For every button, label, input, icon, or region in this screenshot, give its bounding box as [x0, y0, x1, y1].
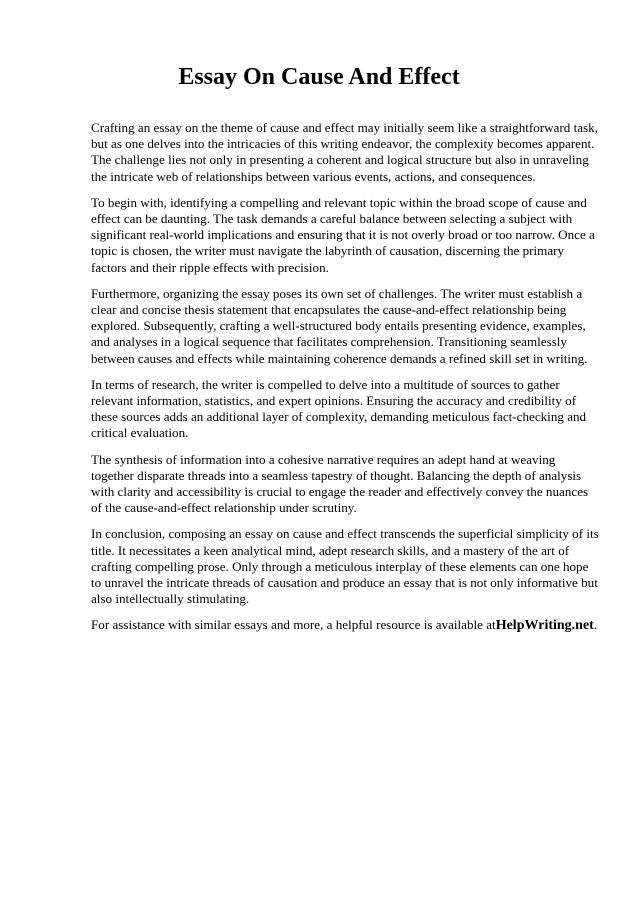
closing-line — [91, 617, 601, 634]
helpwriting-link[interactable]: HelpWriting.net — [495, 618, 594, 634]
closing-text: For assistance with similar essays and more, a helpful resource is available at — [91, 617, 496, 633]
paragraph-3: Furthermore, organizing the essay poses its own set of challenges. The writer must establish a clear and concise thesis statement that encapsulates the cause-and-effect relationship being explored. Subsequently, crafting a well-structured body entails presenting evidence, examples, and analyses in a logical sequence that facilitates comprehension. Transitioning seamlessly between causes and effects while maintaining coherence demands a refined skill set in writing. — [91, 285, 588, 366]
paragraph-6: In conclusion, composing an essay on cause and effect transcends the superficial simplicity of its title. It necessitates a keen analytical mind, adept research skills, and a mastery of the art of crafting compelling prose. Only through a meticulous interplay of these elements can one hope to unravel the intricate threads of causation and produce an essay that is not only informative but also intellectually stimulating. — [91, 526, 599, 607]
paragraph-5: The synthesis of information into a cohesive narrative requires an adept hand at weaving together disparate threads into a seamless tapestry of thought. Balancing the depth of analysis with clarity and accessibility is crucial to engage the reader and effectively convey the nuances of the cause-and-effect relationship under scrutiny. — [91, 451, 589, 516]
page-title: Essay On Cause And Effect — [178, 64, 460, 90]
paragraph-2: To begin with, identifying a compelling and relevant topic within the broad scope of cause and effect can be daunting. The task demands a careful balance between selecting a subject with significant real-world implications and ensuring that it is not overly broad or too narrow. Once a topic is chosen, the writer must navigate the labyrinth of causation, discerning the primary factors and their ripple effects with precision. — [91, 194, 595, 275]
closing-period: . — [593, 617, 598, 633]
document-body — [91, 120, 601, 635]
paragraph-4: In terms of research, the writer is compelled to delve into a multitude of sources to gather relevant information, statistics, and expert opinions. Ensuring the accuracy and credibility of these sources adds an additional layer of complexity, demanding meticulous fact-checking and critical evaluation. — [91, 376, 587, 441]
paragraph-1: Crafting an essay on the theme of cause and effect may initially seem like a straightforward task, but as one delves into the intricacies of this writing endeavor, the complexity becomes apparent. The challenge lies not only in presenting a coherent and logical structure but also in unraveling the intricate web of relationships between various events, actions, and consequences. — [91, 120, 598, 184]
